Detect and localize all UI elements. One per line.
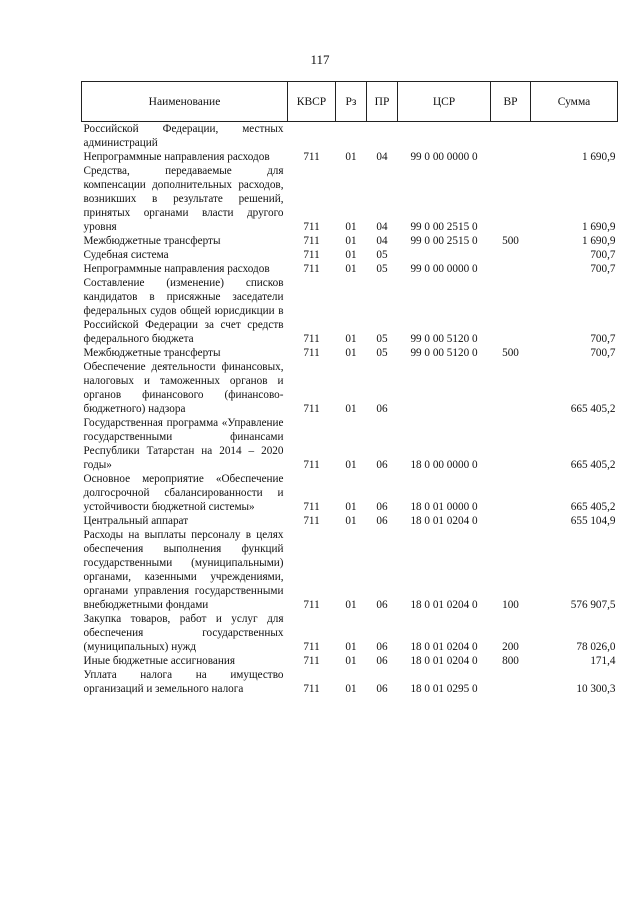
table-row [82, 262, 618, 276]
cell-vr [491, 416, 531, 472]
cell-rz: 01 [345, 599, 357, 611]
cell-sum: 665 405,2 [570, 403, 616, 415]
cell-pr: 04 [376, 151, 388, 163]
cell-vr [491, 248, 531, 262]
cell-vr: 500 [502, 347, 519, 359]
cell-sum: 1 690,9 [581, 221, 616, 233]
cell-sum: 171,4 [590, 655, 616, 667]
table-row [82, 360, 618, 416]
cell-vr [491, 122, 531, 151]
cell-rz: 01 [345, 655, 357, 667]
table-row [82, 248, 618, 262]
cell-csr [398, 248, 491, 262]
cell-kvsr: 711 [303, 403, 320, 415]
cell-csr [398, 360, 491, 416]
table-row [82, 346, 618, 360]
table-row [82, 472, 618, 514]
cell-vr [491, 472, 531, 514]
cell-rz: 01 [345, 235, 357, 247]
cell-kvsr: 711 [303, 249, 320, 261]
table-header [82, 82, 618, 122]
cell-name: Российской Федерации, местных администраций [83, 123, 284, 149]
cell-name: Закупка товаров, работ и услуг для обеспечения государственных (муниципальных) нужд [83, 613, 284, 653]
cell-csr: 99 0 00 2515 0 [410, 235, 478, 247]
cell-pr: 05 [376, 333, 388, 345]
cell-pr: 06 [376, 459, 388, 471]
table-row [82, 276, 618, 346]
cell-csr [398, 122, 491, 151]
cell-name: Составление (изменение) списков кандидатов в присяжные заседатели федеральных судов общей юрисдикции в Российской Федерации за счет средств федерального бюджета [83, 277, 284, 345]
header-kvsr: КВСР [288, 82, 336, 122]
cell-name: Уплата налога на имущество организаций и земельного налога [83, 669, 284, 695]
table-body [82, 122, 618, 697]
cell-sum [531, 122, 618, 151]
cell-kvsr: 711 [303, 333, 320, 345]
cell-name: Непрограммные направления расходов [83, 151, 270, 163]
cell-sum: 700,7 [590, 249, 616, 261]
cell-csr: 99 0 00 0000 0 [410, 151, 478, 163]
cell-vr [491, 164, 531, 234]
cell-rz: 01 [345, 263, 357, 275]
cell-rz: 01 [345, 221, 357, 233]
cell-kvsr: 711 [303, 263, 320, 275]
cell-rz: 01 [345, 459, 357, 471]
cell-kvsr: 711 [303, 151, 320, 163]
cell-rz: 01 [345, 683, 357, 695]
cell-vr [491, 514, 531, 528]
cell-name: Обеспечение деятельности финансовых, налоговых и таможенных органов и органов финансового (финансово-бюджетного) надзора [83, 361, 284, 415]
header-pr: ПР [367, 82, 398, 122]
cell-pr: 05 [376, 347, 388, 359]
header-sum: Сумма [531, 82, 618, 122]
cell-vr: 500 [502, 235, 519, 247]
cell-vr: 800 [502, 655, 519, 667]
cell-csr: 99 0 00 0000 0 [410, 263, 478, 275]
table-row [82, 122, 618, 151]
cell-pr: 04 [376, 221, 388, 233]
cell-name: Непрограммные направления расходов [83, 263, 270, 275]
table-row [82, 164, 618, 234]
cell-sum: 78 026,0 [576, 641, 616, 653]
page-number: 117 [310, 52, 330, 67]
cell-sum: 655 104,9 [570, 515, 616, 527]
cell-name: Основное мероприятие «Обеспечение долгосрочной сбалансированности и устойчивости бюджетной системы» [83, 473, 284, 513]
cell-csr: 18 0 01 0204 0 [410, 641, 478, 653]
budget-table [81, 81, 618, 696]
table-row [82, 234, 618, 248]
cell-csr: 18 0 01 0295 0 [410, 683, 478, 695]
cell-sum: 665 405,2 [570, 501, 616, 513]
cell-pr: 06 [376, 655, 388, 667]
header-name: Наименование [82, 82, 288, 122]
cell-rz: 01 [345, 515, 357, 527]
cell-kvsr: 711 [303, 599, 320, 611]
cell-csr: 18 0 01 0204 0 [410, 599, 478, 611]
cell-kvsr: 711 [303, 235, 320, 247]
cell-pr: 05 [376, 249, 388, 261]
cell-name: Центральный аппарат [83, 515, 189, 527]
cell-pr: 06 [376, 641, 388, 653]
cell-name: Расходы на выплаты персоналу в целях обеспечения выполнения функций государственными (муниципальными) органами, казенными учреждениями, органами управления государственными внебюджетными фондами [83, 529, 284, 611]
cell-pr: 06 [376, 599, 388, 611]
cell-name: Межбюджетные трансферты [83, 235, 221, 247]
cell-csr: 99 0 00 5120 0 [410, 333, 478, 345]
cell-vr [491, 668, 531, 696]
table-row [82, 668, 618, 696]
cell-kvsr [288, 122, 336, 151]
cell-vr [491, 262, 531, 276]
cell-vr [491, 360, 531, 416]
cell-kvsr: 711 [303, 683, 320, 695]
table-row [82, 612, 618, 654]
cell-csr: 18 0 01 0204 0 [410, 655, 478, 667]
cell-pr [367, 122, 398, 151]
cell-rz: 01 [345, 151, 357, 163]
table-row [82, 654, 618, 668]
cell-name: Иные бюджетные ассигнования [83, 655, 235, 667]
cell-csr: 99 0 00 5120 0 [410, 347, 478, 359]
cell-name: Государственная программа «Управление государственными финансами Республики Татарстан на 2014 – 2020 годы» [83, 417, 284, 471]
header-vr: ВР [491, 82, 531, 122]
cell-sum: 665 405,2 [570, 459, 616, 471]
cell-kvsr: 711 [303, 221, 320, 233]
table-row [82, 514, 618, 528]
cell-kvsr: 711 [303, 641, 320, 653]
cell-rz: 01 [345, 501, 357, 513]
cell-pr: 04 [376, 235, 388, 247]
cell-rz: 01 [345, 347, 357, 359]
cell-vr [491, 276, 531, 346]
cell-kvsr: 711 [303, 347, 320, 359]
cell-kvsr: 711 [303, 459, 320, 471]
cell-vr: 200 [502, 641, 519, 653]
cell-rz: 01 [345, 641, 357, 653]
cell-sum: 700,7 [590, 263, 616, 275]
table-row [82, 416, 618, 472]
cell-name: Судебная система [83, 249, 169, 261]
cell-rz: 01 [345, 333, 357, 345]
cell-rz: 01 [345, 403, 357, 415]
cell-sum: 700,7 [590, 333, 616, 345]
cell-sum: 700,7 [590, 347, 616, 359]
table-row [82, 150, 618, 164]
header-csr: ЦСР [398, 82, 491, 122]
cell-pr: 06 [376, 403, 388, 415]
cell-name: Средства, передаваемые для компенсации дополнительных расходов, возникших в результате решений, принятых органами власти другого уровня [83, 165, 284, 233]
cell-csr: 99 0 00 2515 0 [410, 221, 478, 233]
cell-vr [491, 150, 531, 164]
cell-rz: 01 [345, 249, 357, 261]
cell-sum: 1 690,9 [581, 151, 616, 163]
cell-vr: 100 [502, 599, 519, 611]
cell-kvsr: 711 [303, 501, 320, 513]
cell-rz [336, 122, 367, 151]
cell-sum: 1 690,9 [581, 235, 616, 247]
cell-csr: 18 0 00 0000 0 [410, 459, 478, 471]
cell-pr: 05 [376, 263, 388, 275]
cell-csr: 18 0 01 0204 0 [410, 515, 478, 527]
cell-pr: 06 [376, 501, 388, 513]
cell-csr: 18 0 01 0000 0 [410, 501, 478, 513]
cell-pr: 06 [376, 683, 388, 695]
cell-name: Межбюджетные трансферты [83, 347, 221, 359]
cell-pr: 06 [376, 515, 388, 527]
header-rz: Рз [336, 82, 367, 122]
cell-sum: 10 300,3 [576, 683, 616, 695]
cell-sum: 576 907,5 [570, 599, 616, 611]
table-row [82, 528, 618, 612]
cell-kvsr: 711 [303, 515, 320, 527]
cell-kvsr: 711 [303, 655, 320, 667]
